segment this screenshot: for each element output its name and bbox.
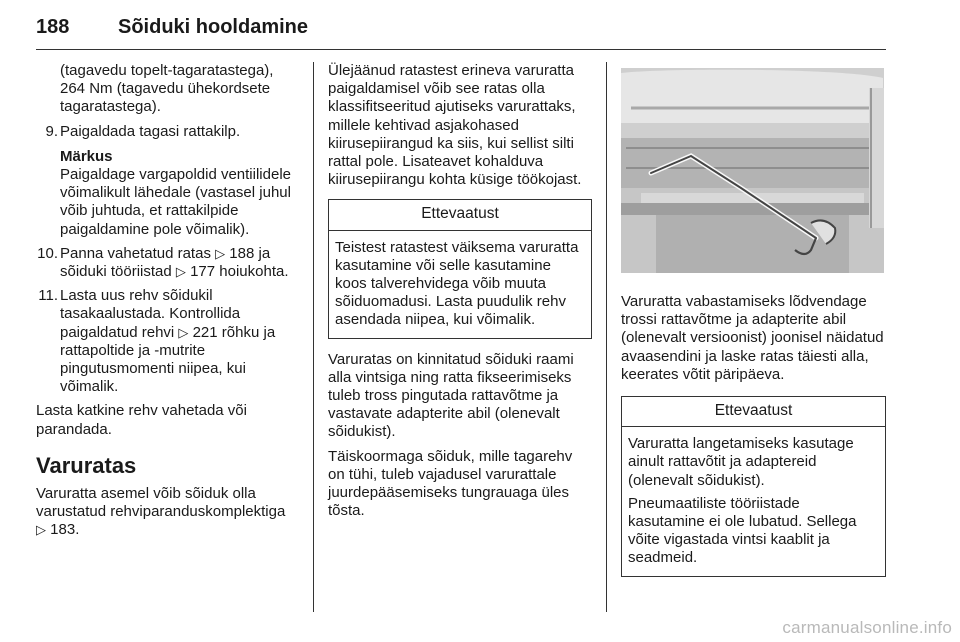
section-title: Varuratas xyxy=(36,452,137,478)
list-text: rõhku ja rattapoltide ja -mutrite pingutusmomenti niipea, kui võimalik. xyxy=(60,323,276,396)
caution-text: Varuratta langetamiseks kasutage ainult rattavõtit ja adaptereid (olenevalt sõidukist). xyxy=(628,435,854,489)
caution-box xyxy=(621,396,886,577)
list-number: 9. xyxy=(45,122,58,140)
vehicle-rear-with-wheel-wrench-image xyxy=(621,68,884,273)
list-text: hoiukohta. xyxy=(215,263,289,281)
note xyxy=(36,148,298,239)
spare-wheel-illustration xyxy=(621,68,884,273)
list-text: Paigaldada tagasi rattakilp. xyxy=(60,122,241,140)
release-instructions: Varuratta vabastamiseks lõdvendage trossi rattavõtme ja adapterite abil (olenevalt versioonist) joonisel näidatud avaasendini ja laske ratas täiesti alla, keerates võtit päripäeva. xyxy=(621,293,884,383)
page-header xyxy=(36,8,886,50)
list-item-11 xyxy=(36,287,298,396)
list-text: Panna vahetatud ratas xyxy=(60,244,216,262)
note-title: Märkus xyxy=(60,147,113,165)
list-number: 10. xyxy=(37,244,58,262)
xref-link[interactable]: 188 xyxy=(229,244,255,262)
list-text: Lasta uus rehv sõidukil tasakaalustada. Kontrollida paigaldatud rehvi xyxy=(60,287,241,341)
list-text: ja sõiduki tööriistad xyxy=(60,244,271,281)
winch-paragraph: Varuratas on kinnitatud sõiduki raami alla vintsiga ning ratta fikseerimiseks tuleb tross pingutada rattavõtme ja vastavate adapterite abil (olenevalt sõidukist). xyxy=(328,350,574,441)
section-text: . xyxy=(75,521,80,539)
caution-text: Teistest ratastest väiksema varuratta kasutamine või selle kasutamine koos talverehvidega võib muuta sõiduomadusi. Lasta puudulik rehv asendada niipea, kui võimalik. xyxy=(335,238,579,329)
section-text: Varuratta asemel võib sõiduk olla varustatud rehviparanduskomplektiga xyxy=(36,484,286,521)
chapter-title: Sõiduki hooldamine xyxy=(118,16,309,38)
list-number: 11. xyxy=(38,287,58,305)
caution-text: Pneumaatiliste tööriistade kasutamine ei ole lubatud. Sellega võite vigastada vintsi kaablit ja seadmeid. xyxy=(628,494,857,567)
loaded-vehicle-paragraph: Täiskoormaga sõiduk, mille tagarehv on tühi, tuleb vajadusel varurattale juurdepääsemiseks tungrauaga üles tõsta. xyxy=(328,447,573,520)
section-paragraph xyxy=(36,485,298,540)
column-3 xyxy=(621,68,886,577)
xref-link[interactable]: 221 xyxy=(192,323,218,341)
caution-box xyxy=(328,199,592,338)
triangle-arrow-icon: ▷ xyxy=(36,522,46,538)
page-number: 188 xyxy=(36,16,70,38)
spare-wheel-paragraph: Ülejäänud ratastest erineva varuratta paigaldamisel võib see ratas olla klassifitseeritud ajutiseks varurattaks, millele kehtivad asjakohased kiirusepiirangud ka siis, kui sellist silti rattal pole. Lisateavet kohalduva kiirusepiirangu kohta küsige töökojast. xyxy=(328,62,582,189)
caution-title: Ettevaatust xyxy=(329,200,591,230)
column-2 xyxy=(328,62,592,520)
continued-text: (tagavedu topelt-tagaratastega), 264 Nm (tagavedu ühekordsete tagaratastega). xyxy=(60,62,274,116)
triangle-arrow-icon: ▷ xyxy=(178,324,189,340)
column-divider-2 xyxy=(606,62,607,612)
list-item-10 xyxy=(36,245,298,281)
header-divider xyxy=(36,49,886,50)
caution-body xyxy=(622,427,885,575)
column-divider-1 xyxy=(313,62,314,612)
caution-body xyxy=(329,231,591,338)
repair-paragraph: Lasta katkine rehv vahetada või parandada. xyxy=(36,402,247,438)
caution-title: Ettevaatust xyxy=(622,397,885,427)
watermark: carmanualsonline.info xyxy=(782,618,952,637)
column-1 xyxy=(36,62,298,539)
note-text: Paigaldage vargapoldid ventiilidele võimalikult lähedale (vastasel juhul võib juhtuda, et rattakilpide paigaldamine pole võimalik). xyxy=(60,166,291,238)
xref-link[interactable]: 183 xyxy=(50,521,76,539)
list-item-9 xyxy=(36,123,298,141)
triangle-arrow-icon: ▷ xyxy=(175,264,186,280)
xref-link[interactable]: 177 xyxy=(190,263,216,281)
triangle-arrow-icon: ▷ xyxy=(215,245,226,261)
